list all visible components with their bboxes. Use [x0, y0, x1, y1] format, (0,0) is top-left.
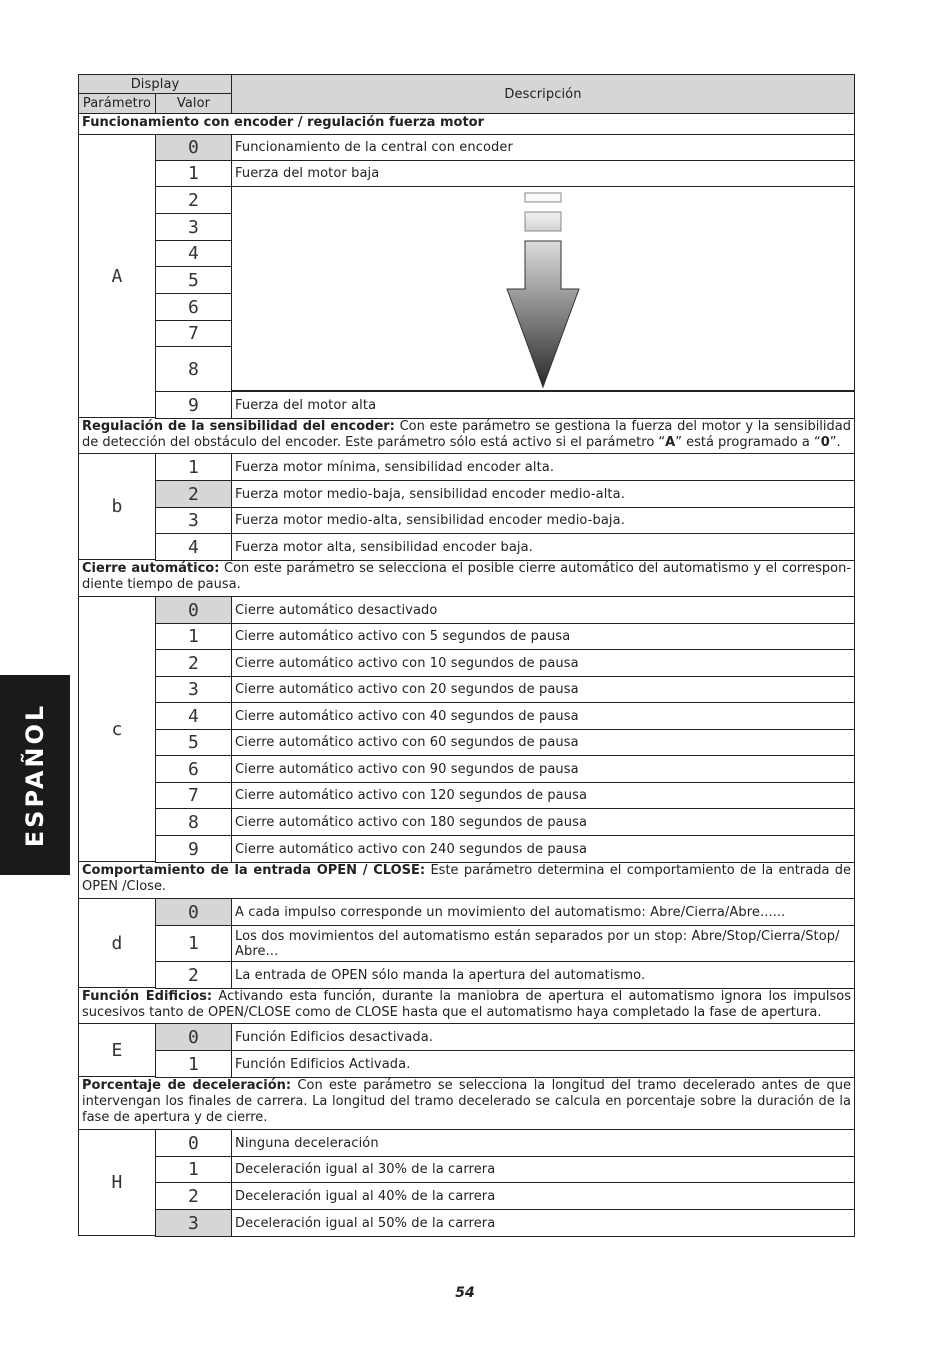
value-cell: 6 — [155, 755, 232, 783]
value-cell: 6 — [155, 293, 232, 321]
section-title-h — [78, 1076, 855, 1130]
description-cell: Ninguna deceleración — [231, 1129, 855, 1157]
section-title-d — [78, 861, 855, 899]
value-cell: 4 — [155, 702, 232, 730]
value-cell: 1 — [155, 623, 232, 650]
param-b: b — [78, 453, 156, 560]
value-cell: 1 — [155, 925, 232, 962]
value-cell: 2 — [155, 186, 232, 214]
header-display: Display — [78, 74, 232, 94]
section-b-title-text: Con este parámetro se gestiona la fuerza del motor y la sensibilidad de detección del obstáculo del encoder. Este parámetro sólo está activo si el parámetro “ — [82, 419, 852, 450]
description-cell: Cierre automático activo con 40 segundos de pausa — [231, 702, 855, 730]
section-b-title-bold: Regulación de la sensibilidad del encoder: — [82, 419, 395, 434]
value-cell: 4 — [155, 533, 232, 561]
description-cell: Cierre automático activo con 120 segundos de pausa — [231, 782, 855, 809]
param-e: E — [78, 1023, 156, 1077]
description-cell: Cierre automático desactivado — [231, 596, 855, 624]
description-cell: Deceleración igual al 30% de la carrera — [231, 1156, 855, 1183]
value-cell: 1 — [155, 160, 232, 187]
value-cell: 7 — [155, 782, 232, 809]
section-b-ref-value: 0 — [820, 435, 830, 450]
value-cell: 0 — [155, 134, 232, 161]
description-cell: Función Edificios Activada. — [231, 1050, 855, 1078]
value-cell: 5 — [155, 266, 232, 294]
value-cell: 3 — [155, 676, 232, 703]
value-cell: 9 — [155, 835, 232, 863]
value-cell: 9 — [155, 391, 232, 419]
section-c-title-bold: Cierre automático: — [82, 561, 220, 576]
description-cell: Cierre automático activo con 20 segundos de pausa — [231, 676, 855, 703]
value-cell: 0 — [155, 596, 232, 624]
section-b-title-text3: ”. — [829, 435, 841, 450]
description-cell: Función Edificios desactivada. — [231, 1023, 855, 1051]
section-e-title-bold: Función Edificios: — [82, 989, 213, 1004]
param-d: d — [78, 898, 156, 988]
section-title-e — [78, 987, 855, 1024]
section-b-ref-param: A — [665, 435, 676, 450]
value-cell: 3 — [155, 507, 232, 534]
value-cell: 0 — [155, 1023, 232, 1051]
section-h-title-bold: Porcentaje de deceleración: — [82, 1078, 292, 1093]
language-tab-label: ESPAÑOL — [21, 702, 49, 848]
value-cell: 1 — [155, 453, 232, 481]
section-d-title-bold: Comportamiento de la entrada OPEN / CLOSE: — [82, 863, 426, 878]
description-cell: Deceleración igual al 40% de la carrera — [231, 1182, 855, 1210]
param-h: H — [78, 1129, 156, 1236]
value-cell: 5 — [155, 729, 232, 756]
description-cell: Fuerza motor medio-alta, sensibilidad encoder medio-baja. — [231, 507, 855, 534]
language-tab — [0, 675, 70, 875]
param-a: A — [78, 134, 156, 418]
description-cell: Cierre automático activo con 60 segundos de pausa — [231, 729, 855, 756]
section-h-title-text: Con este parámetro se selecciona la longitud del tramo decelerado antes de que intervengan los finales de carrera. La longitud del tramo decelerado se calcula en porcentaje sobre la duración de la fase de apertura y de cierre. — [82, 1078, 851, 1125]
value-cell: 3 — [155, 1209, 232, 1237]
section-title-b — [78, 417, 855, 454]
description-cell: Funcionamiento de la central con encoder — [231, 134, 855, 161]
section-e-title-text: Activando esta función, durante la maniobra de apertura el automatismo ignora los impulsos sucesivos tanto de OPEN/CLOSE como de CLOSE hasta que el automatismo haya completado la fase de apertura. — [82, 989, 851, 1020]
description-cell: Cierre automático activo con 90 segundos de pausa — [231, 755, 855, 783]
value-cell: 1 — [155, 1050, 232, 1078]
value-cell: 2 — [155, 480, 232, 508]
description-cell: Fuerza del motor baja — [231, 160, 855, 187]
description-cell: A cada impulso corresponde un movimiento del automatismo: Abre/Cierra/Abre...... — [231, 898, 855, 926]
section-d-title-text: Este parámetro determina el comportamiento de la entrada de OPEN /Close. — [82, 863, 852, 894]
param-c: c — [78, 596, 156, 862]
description-cell: La entrada de OPEN sólo manda la apertura del automatismo. — [231, 961, 855, 989]
value-cell: 2 — [155, 649, 232, 677]
value-cell: 1 — [155, 1156, 232, 1183]
description-cell: Fuerza motor medio-baja, sensibilidad encoder medio-alta. — [231, 480, 855, 508]
section-c-title-text: Con este parámetro se selecciona el posible cierre automático del automatismo y el correspon-diente tiempo de pausa. — [82, 561, 852, 592]
value-cell: 3 — [155, 213, 232, 241]
description-cell: Fuerza motor alta, sensibilidad encoder baja. — [231, 533, 855, 561]
value-cell: 2 — [155, 1182, 232, 1210]
header-descripcion: Descripción — [231, 74, 855, 114]
value-cell: 8 — [155, 346, 232, 392]
description-cell: Cierre automático activo con 180 segundos de pausa — [231, 808, 855, 836]
description-cell: Deceleración igual al 50% de la carrera — [231, 1209, 855, 1237]
page-number: 54 — [455, 1285, 475, 1301]
description-cell: Cierre automático activo con 240 segundos de pausa — [231, 835, 855, 863]
description-cell: Los dos movimientos del automatismo están separados por un stop: Abre/Stop/Cierra/Stop/ Abre... — [231, 925, 855, 962]
header-valor: Valor — [155, 93, 232, 114]
value-cell: 0 — [155, 1129, 232, 1157]
value-cell: 7 — [155, 320, 232, 347]
description-cell: Fuerza motor mínima, sensibilidad encoder alta. — [231, 453, 855, 481]
down-arrow-gradient-icon — [232, 187, 854, 390]
description-cell: Cierre automático activo con 10 segundos de pausa — [231, 649, 855, 677]
header-parametro: Parámetro — [78, 93, 156, 114]
section-b-title-text2: ” está programado a “ — [675, 435, 821, 450]
section-title-c — [78, 559, 855, 597]
value-cell: 2 — [155, 961, 232, 989]
description-cell: Fuerza del motor alta — [231, 391, 855, 419]
value-cell: 0 — [155, 898, 232, 926]
arrow-panel — [231, 186, 855, 391]
value-cell: 8 — [155, 808, 232, 836]
value-cell: 4 — [155, 240, 232, 267]
description-cell: Cierre automático activo con 5 segundos de pausa — [231, 623, 855, 650]
section-title-a: Funcionamiento con encoder / regulación fuerza motor — [78, 113, 855, 135]
